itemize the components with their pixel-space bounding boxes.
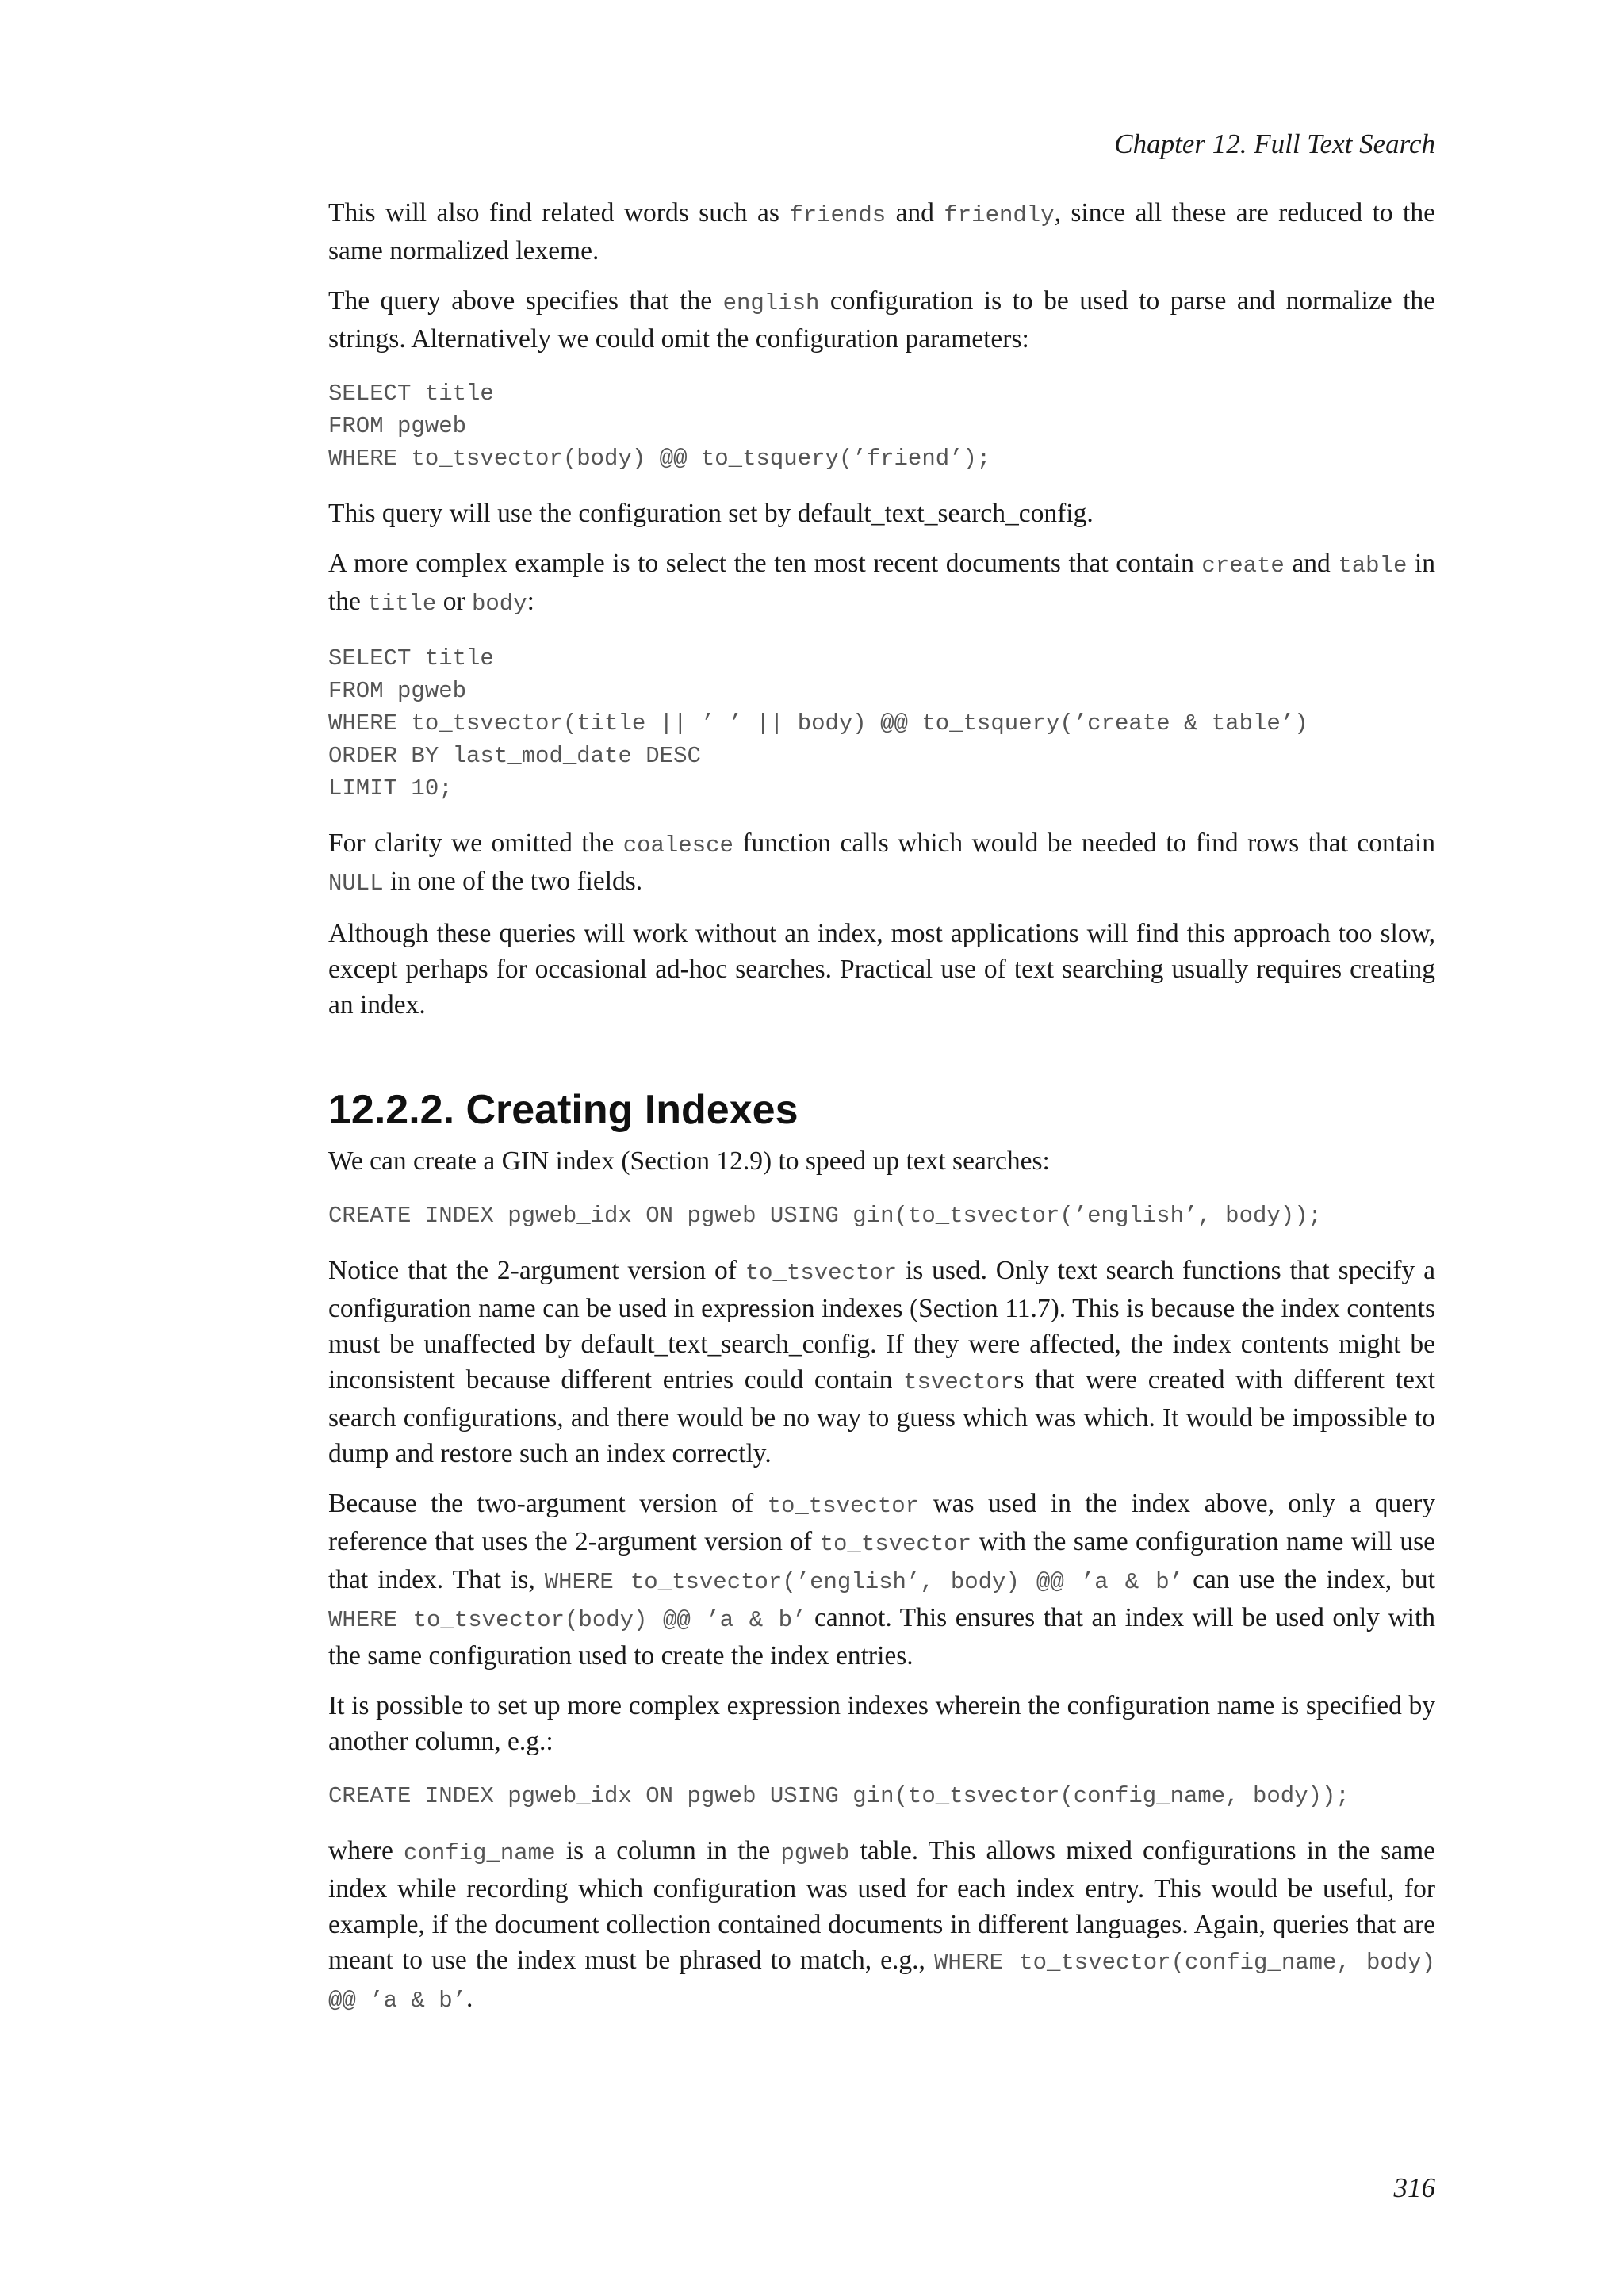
text-run: This will also find related words such as (328, 198, 790, 228)
inline-code: NULL (328, 871, 384, 897)
paragraph-related-words (328, 195, 1435, 269)
text-run: in the (328, 549, 1436, 616)
running-header: Chapter 12. Full Text Search (1114, 128, 1435, 159)
text-run: . (466, 1984, 473, 2013)
section-heading: 12.2.2. Creating Indexes (328, 1087, 799, 1133)
paragraph-coalesce (328, 825, 1435, 901)
text-run: This query will use the configuration set by default_text_search_config. (328, 499, 1094, 528)
page-number: 316 (1393, 2172, 1435, 2203)
inline-code: create (1201, 553, 1285, 579)
text-run: It is possible to set up more complex expression indexes wherein the configuration name is specified by another column, e.g.: (328, 1691, 1435, 1756)
text-run: A more complex example is to select the ten most recent documents that contain (328, 549, 1202, 578)
inline-code: title (367, 591, 437, 617)
text-run: configuration is to be used to parse and normalize the strings. Alternatively we could omit the configuration parameters: (328, 286, 1435, 354)
text-run: We can create a GIN index (Section 12.9) to speed up text searches: (328, 1146, 1050, 1176)
paragraph-complex-example (328, 545, 1435, 622)
inline-code: english (722, 290, 820, 316)
inline-code: body (471, 591, 527, 617)
text-run: table. This allows mixed configurations in the same index while recording which configuration was used for each index entry. This would be useful, for example, if the document collection contained documents in different languages. Again, queries that are meant to use the index must be phrased to match, e.g., (328, 1836, 1435, 1975)
page-content (328, 195, 1435, 2019)
paragraph-2-argument (328, 1253, 1435, 1471)
text-run: Because the two-argument version of (328, 1489, 768, 1518)
text-run: cannot. This ensures that an index will be used only with the same configuration used to create the index entries. (328, 1603, 1435, 1670)
text-run: For clarity we omitted the (328, 828, 623, 858)
text-run: and (886, 198, 944, 228)
code-block-create-index-english: CREATE INDEX pgweb_idx ON pgweb USING gin(to_tsvector(’english’, body)); (328, 1203, 1323, 1229)
text-run: function calls which would be needed to find rows that contain (733, 828, 1435, 858)
paragraph-config-english (328, 283, 1435, 357)
text-run: in one of the two fields. (383, 867, 643, 896)
text-run: where (328, 1836, 404, 1866)
inline-code: friendly (944, 202, 1055, 228)
text-run: with the same configuration name will use that index. That is, (328, 1527, 1436, 1594)
paragraph-gin-index (328, 1143, 1435, 1179)
text-run: s that were created with different text search configurations, and there would be no way to guess which was which. It would be impossible to dump and restore such an index correctly. (328, 1365, 1435, 1468)
inline-code: coalesce (622, 832, 733, 859)
text-run: is a column in the (555, 1836, 781, 1866)
text-run: and (1284, 549, 1339, 578)
text-run: can use the index, but (1183, 1565, 1435, 1594)
text-run: : (527, 587, 534, 616)
inline-code: tsvector (903, 1369, 1014, 1395)
inline-code: WHERE to_tsvector(’english’, body) @@ ’a & b’ (544, 1569, 1184, 1595)
code-block-select-friend: SELECT title FROM pgweb WHERE to_tsvector(body) @@ to_tsquery(’friend’); (328, 381, 991, 472)
paragraph-default-config (328, 496, 1435, 531)
inline-code: friends (789, 202, 887, 228)
text-run: Although these queries will work without an index, most applications will find this approach too slow, except perhaps for occasional ad-hoc searches. Practical use of text searching usually requires creating an index. (328, 919, 1435, 1020)
inline-code: WHERE to_tsvector(config_name, body) @@ ’a & b’ (328, 1950, 1435, 2014)
code-block-create-index-config-name: CREATE INDEX pgweb_idx ON pgweb USING gin(to_tsvector(config_name, body)); (328, 1783, 1350, 1809)
inline-code: WHERE to_tsvector(body) @@ ’a & b’ (328, 1607, 806, 1633)
text-run: , since all these are reduced to the same normalized lexeme. (328, 198, 1435, 266)
paragraph-config-name-column (328, 1833, 1435, 2019)
paragraph-two-argument (328, 1486, 1435, 1674)
text-run: was used in the index above, only a query reference that uses the 2-argument version of (328, 1489, 1435, 1556)
paragraph-without-index (328, 916, 1435, 1023)
inline-code: to_tsvector (767, 1493, 920, 1519)
paragraph-complex-expression (328, 1688, 1435, 1759)
inline-code: to_tsvector (819, 1531, 972, 1557)
inline-code: config_name (404, 1840, 556, 1866)
text-run: Notice that the 2-argument version of (328, 1256, 745, 1285)
code-block-select-create-table: SELECT title FROM pgweb WHERE to_tsvector(title || ’ ’ || body) @@ to_tsquery(’create & table’) ORDER BY last_mod_date DESC LIMIT 10; (328, 645, 1308, 802)
inline-code: table (1338, 553, 1408, 579)
text-run: is used. Only text search functions that specify a configuration name can be used in expression indexes (Section 11.7). This is because the index contents must be unaffected by default_text_search_config. If they were affected, the index contents might be inconsistent because different entries could contain (328, 1256, 1435, 1395)
text-run: The query above specifies that the (328, 286, 723, 316)
inline-code: to_tsvector (745, 1260, 898, 1286)
inline-code: pgweb (780, 1840, 850, 1866)
text-run: or (436, 587, 472, 616)
